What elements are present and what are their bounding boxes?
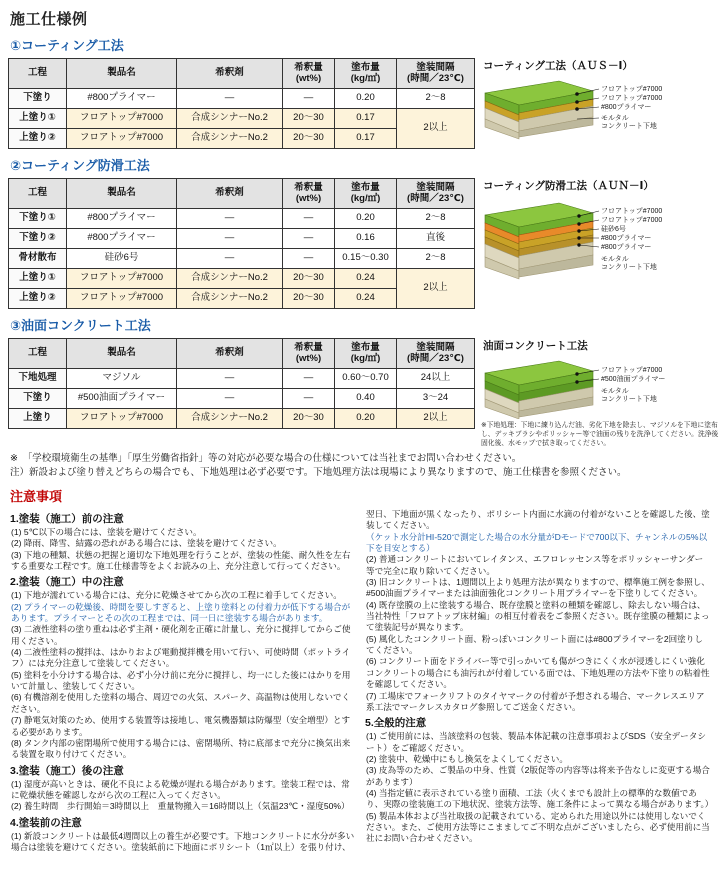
cell-product: #800プライマー: [67, 89, 177, 109]
note-item: (5) 塗料を小分けする場合は、必ず小分け前に充分に撹拌し、均一にした後にはかりを用いて計量し、塗装してください。: [11, 669, 351, 692]
cell-thinner: 合成シンナーNo.2: [177, 269, 283, 289]
note-item: (7) 静電気対策のため、使用する装置等は接地し、電気機器類は防爆型（安全増型）とする必要があります。: [11, 715, 351, 737]
col-dilution: 希釈量 (wt%): [283, 179, 335, 209]
cell-product: #500油面プライマー: [67, 389, 177, 409]
cell-process: 骨材散布: [9, 249, 67, 269]
cell-interval: 2〜8: [397, 209, 475, 229]
cell-coverage: 0.24: [335, 269, 397, 289]
cell-thinner: 合成シンナーNo.2: [177, 129, 283, 149]
diagram-2: [481, 178, 719, 291]
cell-coverage: 0.24: [335, 289, 397, 309]
diagram-1: [481, 58, 719, 141]
note-item: (1) ご使用前には、当該塗料の包装、製品本体記載の注意事項およびSDS（安全データシート）をご確認ください。: [366, 731, 706, 753]
note-item: (1) 新設コンクリートは最低4週間以上の養生が必要です。下地コンクリートに水分が多い場合は塗装を避けてください。塗装紙前に下地面にポリシート（1㎡以上）を張り付け、: [11, 830, 355, 852]
diagram-layer-label: フロアトップ#7000: [601, 95, 663, 102]
note-group-head: 1.塗装（施工）前の注意: [10, 513, 124, 526]
section-heading-1: ①コーティング工法: [10, 38, 124, 53]
col-dilution: 希釈量 (wt%): [283, 339, 335, 369]
col-coverage: 塗布量 (kg/㎡): [335, 339, 397, 369]
table-row: [9, 369, 475, 389]
layer-diagram-svg-3: [481, 355, 719, 419]
table-header-row: [9, 179, 475, 209]
table-row: [9, 109, 475, 129]
cell-coverage: 0.17: [335, 129, 397, 149]
section-heading-2: ②コーティング防滑工法: [10, 158, 150, 173]
diagram-layer-label: #800プライマー: [601, 244, 652, 251]
note-item: (2) 塗装中、乾燥中にもし換気をよくしてください。: [366, 753, 568, 764]
diagram-layer-label: フロアトップ#7000: [601, 86, 663, 93]
cell-thinner: —: [177, 229, 283, 249]
note-item: (3) 皮為等のため、ご製品の中身、性質（2版促等の内容等は将来予告なしに変更する場合があります）: [366, 765, 710, 787]
cell-process: 下地処理: [9, 369, 67, 389]
diagram-layer-label: コンクリート下地: [601, 396, 657, 403]
notes-column-left: [10, 509, 355, 853]
note-item: (3) 下地の種類、状態の把握と適切な下地処理を行うことが、塗装の性能、耐久性を左右する重要な工程です。施工仕様書等をよくお読みの上、充分注意して行ってください。: [11, 549, 351, 572]
diagram-layer-label: 硅砂6号: [601, 226, 626, 233]
chui-heading: 注意事項: [10, 489, 63, 505]
cell-coverage: 0.15〜0.30: [335, 249, 397, 269]
note-item: (4) 当指定値に表示されている塗り面積、工法（火くまでも設計上の標準的な数値であり、実際の塗装施工の下地状況、塗装方法等、施工条件によって異なる場合があります。）: [366, 787, 714, 810]
note-item: (5) 風化したコンクリート面、粉っぽいコンクリート面には#800プライマーを2回塗りしてください。: [366, 633, 703, 656]
col-process: 工程: [9, 59, 67, 89]
diagram-layer-label: フロアトップ#7000: [601, 208, 663, 215]
note-group-head: 3.塗装（施工）後の注意: [10, 764, 124, 777]
cell-product: フロアトップ#7000: [67, 289, 177, 309]
diagram-note-3: ※下地処理：下地に練り込んだ油、劣化下地を除去し、マジソルを下地に塗布し、デッキブラシやポリッシャー等で油面の残りを洗浄してください。洗浄後固化後、水モップで拭き取ってください。: [481, 422, 719, 447]
cell-interval: 3〜24: [397, 389, 475, 409]
cell-process: 上塗り②: [9, 289, 67, 309]
cell-coverage: 0.20: [335, 89, 397, 109]
note-item: (6) 有機溶剤を使用した塗料の場合、周辺での火気、スパーク、高温物は使用しないでください。: [11, 692, 351, 714]
col-thinner: 希釈剤: [177, 179, 283, 209]
cell-process: 下塗り②: [9, 229, 67, 249]
table-row: [9, 249, 475, 269]
cell-thinner: 合成シンナーNo.2: [177, 409, 283, 429]
col-interval: 塗装間隔 (時間／23℃): [397, 179, 475, 209]
note-item: （ケット水分計HI-520で測定した場合の水分量がDモードで700以下、チャンネルの5%以下を目安とする）: [366, 531, 708, 554]
diagram-layer-label: モルタル: [601, 388, 629, 395]
note-item: (1) 5℃以下の場合には、塗装を避けてください。: [11, 527, 202, 538]
table-row: [9, 89, 475, 109]
cell-dilution: —: [283, 249, 335, 269]
cell-process: 下塗り: [9, 389, 67, 409]
cell-thinner: —: [177, 89, 283, 109]
spec-table-3: [8, 338, 475, 429]
cell-product: #800プライマー: [67, 209, 177, 229]
cell-product: 硅砂6号: [67, 249, 177, 269]
spec-table-1: [8, 58, 475, 149]
cell-coverage: 0.17: [335, 109, 397, 129]
cell-dilution: —: [283, 209, 335, 229]
diagram-title-3: 油面コンクリート工法: [483, 340, 588, 352]
diagram-layer-label: フロアトップ#7000: [601, 217, 663, 224]
table-row: [9, 269, 475, 289]
table-header-row: [9, 59, 475, 89]
notes-columns: [8, 509, 712, 853]
cell-interval: 2〜8: [397, 89, 475, 109]
cell-coverage: 0.20: [335, 209, 397, 229]
diagram-title-1: コーティング工法（ＡＵＳ－Ⅰ）: [483, 60, 633, 72]
notes-column-right: [365, 509, 714, 853]
diagram-layer-label: モルタル: [601, 115, 629, 122]
col-product: 製品名: [67, 59, 177, 89]
cell-thinner: —: [177, 369, 283, 389]
cell-dilution: —: [283, 89, 335, 109]
note-item: (5) 製品本体および当社取扱の記載されている、定められた用途以外には使用しないでください。また、ご使用方法等にこまましてご不明な点がございましたら、必ず使用前に当社にお問い合わせください。: [366, 810, 710, 844]
col-product: 製品名: [67, 179, 177, 209]
diagram-title-2: コーティング防滑工法（ＡＵＮ－Ⅰ）: [483, 180, 654, 192]
layer-diagram-svg-1: [481, 75, 719, 141]
note-item: (2) プライマーの乾燥後、時間を要しすぎると、上塗り塗料との付着力が低下する場合があります。プライマーとその次の工程までは、同一日に塗装する場合があります。: [11, 601, 351, 624]
page-title: 施工仕様例: [10, 11, 88, 28]
diagram-layer-label: #800プライマー: [601, 235, 652, 242]
note-group-head: 4.塗装前の注意: [10, 816, 82, 829]
cell-product: マジソル: [67, 369, 177, 389]
layer-diagram-svg-2: [481, 195, 719, 291]
note-item: (3) 旧コンクリートは、1週間以上より処理方法が異なりますので、標準施工例を参照し、#500油面プライマーまたは油面強化コンクリート用プライマーを下塗りしてください。: [366, 577, 710, 599]
note-group-head: 2.塗装（施工）中の注意: [10, 576, 124, 589]
col-process: 工程: [9, 179, 67, 209]
table-row: [9, 389, 475, 409]
cell-dilution: 20〜30: [283, 289, 335, 309]
diagram-layer-label: #800プライマー: [601, 104, 652, 111]
cell-interval: 2〜8: [397, 249, 475, 269]
note-group-head: 5.全般的注意: [365, 717, 427, 730]
cell-dilution: —: [283, 369, 335, 389]
cell-product: フロアトップ#7000: [67, 129, 177, 149]
col-coverage: 塗布量 (kg/㎡): [335, 59, 397, 89]
diagram-layer-label: フロアトップ#7000: [601, 367, 663, 374]
diagram-3: [481, 338, 719, 448]
cell-dilution: 20〜30: [283, 269, 335, 289]
diagram-layer-label: コンクリート下地: [601, 264, 657, 271]
note-item: (2) 養生時間 歩行開始＝3時間以上 重量物搬入＝16時間以上（気温23℃・湿度50%）: [11, 801, 350, 812]
cell-product: #800プライマー: [67, 229, 177, 249]
cell-dilution: —: [283, 389, 335, 409]
cell-coverage: 0.40: [335, 389, 397, 409]
table-row: [9, 209, 475, 229]
note-item: (1) 下地が濡れている場合には、充分に乾燥させてから次の工程に着手してください。: [11, 590, 342, 601]
section-heading-3: ③油面コンクリート工法: [10, 318, 151, 333]
col-dilution: 希釈量 (wt%): [283, 59, 335, 89]
top-notes: [10, 452, 710, 480]
cell-thinner: —: [177, 209, 283, 229]
note-item: (4) 既存塗膜の上に塗装する場合、既存塗膜と塗料の種類を確認し、除去しない場合は、当社特性「フロアトップ床材編」の相互付着表をご参照ください。既存塗膜の種類によって塗装記号が異なります。: [366, 599, 710, 633]
col-thinner: 希釈剤: [177, 59, 283, 89]
top-note-1: ※ 「学校環境衛生の基準」「厚生労働省指針」等の対応が必要な場合の仕様については当社までお問い合わせください。: [10, 453, 522, 465]
col-product: 製品名: [67, 339, 177, 369]
note-item: (8) タンク内部の密閉場所で使用する場合には、密閉場所、特に底部まで充分に換気出来る装置を取り付けてください。: [11, 737, 351, 760]
cell-interval: 2以上: [397, 409, 475, 429]
cell-coverage: 0.16: [335, 229, 397, 249]
cell-dilution: 20〜30: [283, 129, 335, 149]
table-header-row: [9, 339, 475, 369]
note-item: (3) 二液性塗料の塗り重ねは必ず主剤・硬化剤を正確に計量し、充分に撹拌してからご使用ください。: [11, 624, 351, 646]
note-item: (4) 二液性塗料の撹拌は、はかりおよび電動撹拌機を用いて行い、可使時間（ポットライフ）には充分注意して塗装してください。: [11, 647, 351, 669]
cell-process: 上塗り: [9, 409, 67, 429]
note-item: (7) 工場床でフォークリフトのタイヤマークの付着が予想される場合、マークレスエリア系工法でマークレスカタログ参照してご送金ください。: [366, 690, 705, 712]
cell-process: 下塗り①: [9, 209, 67, 229]
cell-interval: 2以上: [397, 269, 475, 309]
section-block-3: [8, 338, 719, 448]
diagram-layer-label: モルタル: [601, 256, 629, 263]
cell-interval: 24以上: [397, 369, 475, 389]
cell-dilution: —: [283, 229, 335, 249]
cell-interval: 2以上: [397, 109, 475, 149]
spec-table-2: [8, 178, 475, 309]
cell-interval: 直後: [397, 229, 475, 249]
cell-thinner: 合成シンナーNo.2: [177, 289, 283, 309]
col-process: 工程: [9, 339, 67, 369]
col-interval: 塗装間隔 (時間／23℃): [397, 339, 475, 369]
col-coverage: 塗布量 (kg/㎡): [335, 179, 397, 209]
note-item: (1) 湿度が高いときは、硬化不良による乾燥が遅れる場合があります。塗装工程では、常に乾燥状態を確認しながら次の工程に入ってください。: [11, 778, 350, 800]
diagram-layer-label: コンクリート下地: [601, 123, 657, 130]
table-row: [9, 409, 475, 429]
note-item: (2) 普通コンクリートにおいてレイタンス、エフロレッセンス等をポリッシャーサンダー等で完全に取り除いてください。: [366, 554, 704, 576]
section-block-1: [8, 58, 712, 149]
note-item: (6) コンクリート面をドライバー等で引っかいても傷がつきにくく水が浸透しにくい強化コンクリートの場合にも油污れが付着している面では、下地処理の方法や下塗りの粘着性を確認してください。: [366, 656, 710, 690]
cell-dilution: 20〜30: [283, 409, 335, 429]
top-note-2: 注）新設および塗り替えどちらの場合でも、下地処理は必ず必要です。下地処理方法は現場により異なりますので、施工仕様書を参照ください。: [10, 467, 627, 479]
cell-coverage: 0.20: [335, 409, 397, 429]
note-item: (2) 降雨、降雪、結露の恐れがある場合には、塗装を避けてください。: [11, 538, 282, 549]
cell-thinner: —: [177, 249, 283, 269]
col-thinner: 希釈剤: [177, 339, 283, 369]
col-interval: 塗装間隔 (時間／23℃): [397, 59, 475, 89]
section-block-2: [8, 178, 712, 309]
cell-product: フロアトップ#7000: [67, 409, 177, 429]
cell-process: 上塗り①: [9, 109, 67, 129]
diagram-layer-label: #500油面プライマー: [601, 376, 666, 383]
cell-process: 上塗り②: [9, 129, 67, 149]
cell-product: フロアトップ#7000: [67, 269, 177, 289]
cell-coverage: 0.60〜0.70: [335, 369, 397, 389]
cell-thinner: 合成シンナーNo.2: [177, 109, 283, 129]
cell-thinner: —: [177, 389, 283, 409]
cell-process: 下塗り: [9, 89, 67, 109]
cell-product: フロアトップ#7000: [67, 109, 177, 129]
cell-dilution: 20〜30: [283, 109, 335, 129]
table-row: [9, 229, 475, 249]
cell-process: 上塗り①: [9, 269, 67, 289]
note-item: 翌日、下地面が黒くなったり、ポリシート内面に水滴の付着がないことを確認した後、塗装してください。: [366, 509, 710, 531]
